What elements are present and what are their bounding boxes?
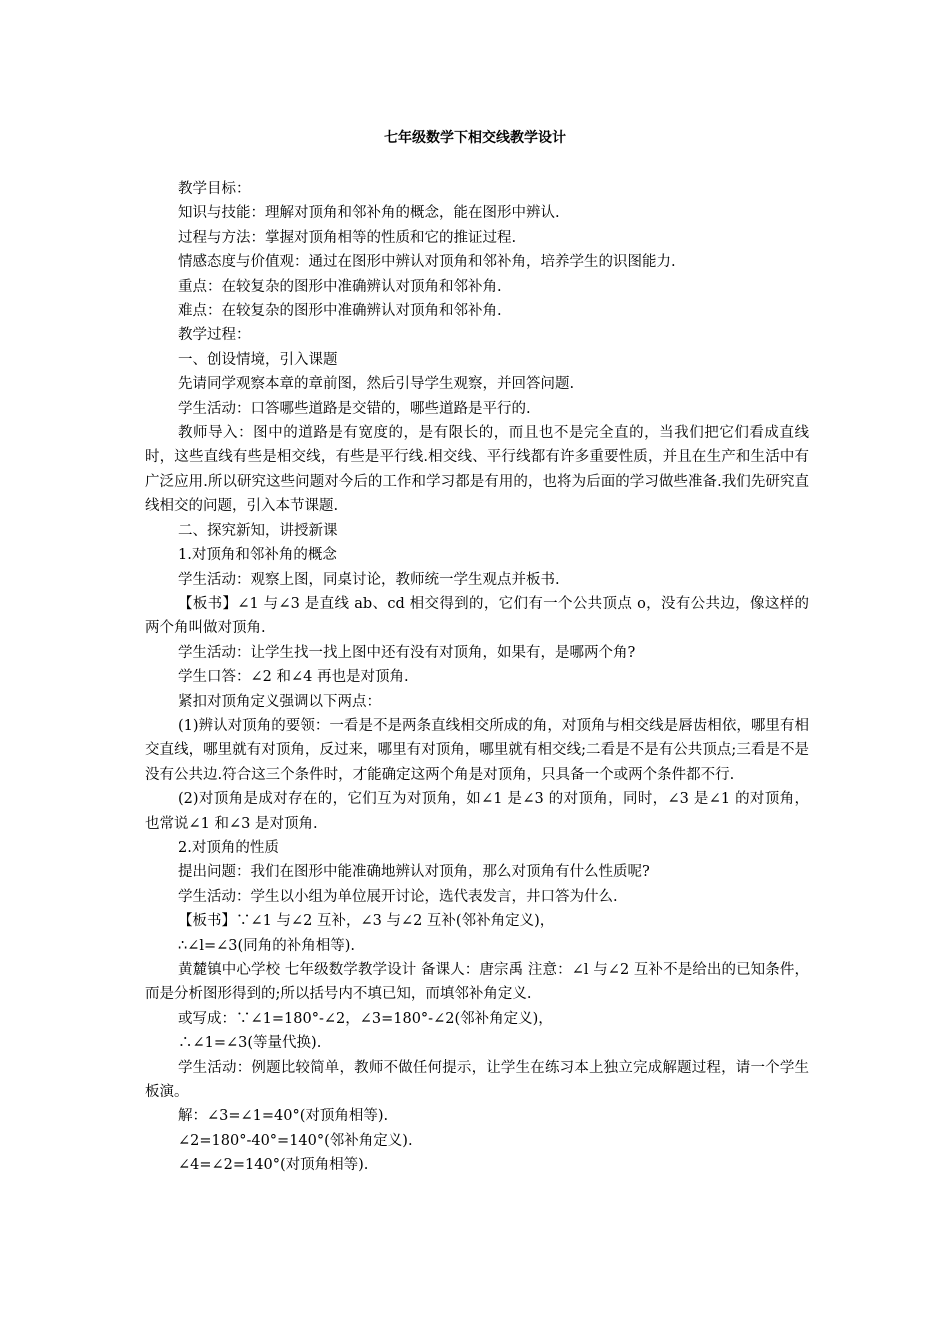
paragraph: 学生活动：口答哪些道路是交错的，哪些道路是平行的. <box>178 400 531 417</box>
paragraph: ∴∠1=∠3(等量代换). <box>178 1035 322 1052</box>
paragraph: 二、探究新知，讲授新课 <box>178 522 338 539</box>
document-title: 七年级数学下相交线教学设计 <box>384 130 566 146</box>
paragraph: 黄麓镇中心学校 七年级数学教学设计 备课人：唐宗禹 注意：∠l 与∠2 互补不是给出的已知条件，而是分析图形得到的;所以括号内不填已知，而填邻补角定义. <box>145 962 809 1003</box>
paragraph: (2)对顶角是成对存在的，它们互为对顶角，如∠1 是∠3 的对顶角，同时，∠3 是∠1 的对顶角，也常说∠1 和∠3 是对顶角. <box>145 791 809 832</box>
paragraph: ∠4=∠2=140°(对顶角相等). <box>178 1157 369 1174</box>
paragraph: 或写成：∵∠1=180°-∠2，∠3=180°-∠2(邻补角定义)， <box>178 1010 553 1027</box>
paragraph: 难点：在较复杂的图形中准确辨认对顶角和邻补角. <box>178 303 502 320</box>
paragraph: 教师导入：图中的道路是有宽度的，是有限长的，而且也不是完全直的，当我们把它们看成直线时，这些直线有些是相交线，有些是平行线.相交线、平行线都有许多重要性质，并且在生产和生活中有广泛应用.所以研究这些问题对今后的工作和学习都是有用的，也将为后面的学习做些准备.我们先研究直线相交的问题，引入本节课题. <box>145 425 809 515</box>
document-body <box>145 177 809 1178</box>
paragraph: 学生活动：让学生找一找上图中还有没有对顶角，如果有，是哪两个角? <box>178 644 636 661</box>
paragraph: 过程与方法：掌握对顶角相等的性质和它的推证过程. <box>178 229 517 246</box>
paragraph: (1)辨认对顶角的要领：一看是不是两条直线相交所成的角，对顶角与相交线是唇齿相依，哪里有相交直线，哪里就有对顶角，反过来，哪里有对顶角，哪里就有相交线;二看是不是有公共顶点;三看是不是没有公共边.符合这三个条件时，才能确定这两个角是对顶角，只具备一个或两个条件都不行. <box>145 717 809 783</box>
paragraph: 教学目标： <box>178 181 251 197</box>
paragraph: ∴∠l=∠3(同角的补角相等). <box>178 937 355 954</box>
paragraph: 知识与技能：理解对顶角和邻补角的概念，能在图形中辨认. <box>178 205 560 222</box>
paragraph: 情感态度与价值观：通过在图形中辨认对顶角和邻补角，培养学生的识图能力. <box>178 254 676 271</box>
paragraph: 解：∠3=∠1=40°(对顶角相等). <box>178 1108 389 1125</box>
paragraph: 【板书】∵∠1 与∠2 互补，∠3 与∠2 互补(邻补角定义)， <box>178 913 555 930</box>
paragraph: 1.对顶角和邻补角的概念 <box>178 547 337 564</box>
paragraph: 紧扣对顶角定义强调以下两点： <box>178 693 381 710</box>
paragraph: 【板书】∠1 与∠3 是直线 ab、cd 相交得到的，它们有一个公共顶点 o，没有公共边，像这样的两个角叫做对顶角. <box>145 595 809 637</box>
paragraph: 提出问题：我们在图形中能准确地辨认对顶角，那么对顶角有什么性质呢? <box>178 864 650 881</box>
paragraph: 重点：在较复杂的图形中准确辨认对顶角和邻补角. <box>178 278 502 295</box>
paragraph: 先请同学观察本章的章前图，然后引导学生观察，并回答问题. <box>178 376 575 393</box>
paragraph: ∠2=180°-40°=140°(邻补角定义). <box>178 1132 413 1149</box>
paragraph: 学生活动：观察上图，同桌讨论，教师统一学生观点并板书. <box>178 571 560 588</box>
paragraph: 学生活动：例题比较简单，教师不做任何提示，让学生在练习本上独立完成解题过程，请一个学生板演。 <box>145 1059 809 1101</box>
paragraph: 一、创设情境，引入课题 <box>178 351 338 368</box>
paragraph: 学生活动：学生以小组为单位展开讨论，选代表发言，井口答为什么. <box>178 888 618 905</box>
paragraph: 2.对顶角的性质 <box>178 839 279 856</box>
paragraph: 教学过程： <box>178 327 251 344</box>
paragraph: 学生口答：∠2 和∠4 再也是对顶角. <box>178 669 409 686</box>
